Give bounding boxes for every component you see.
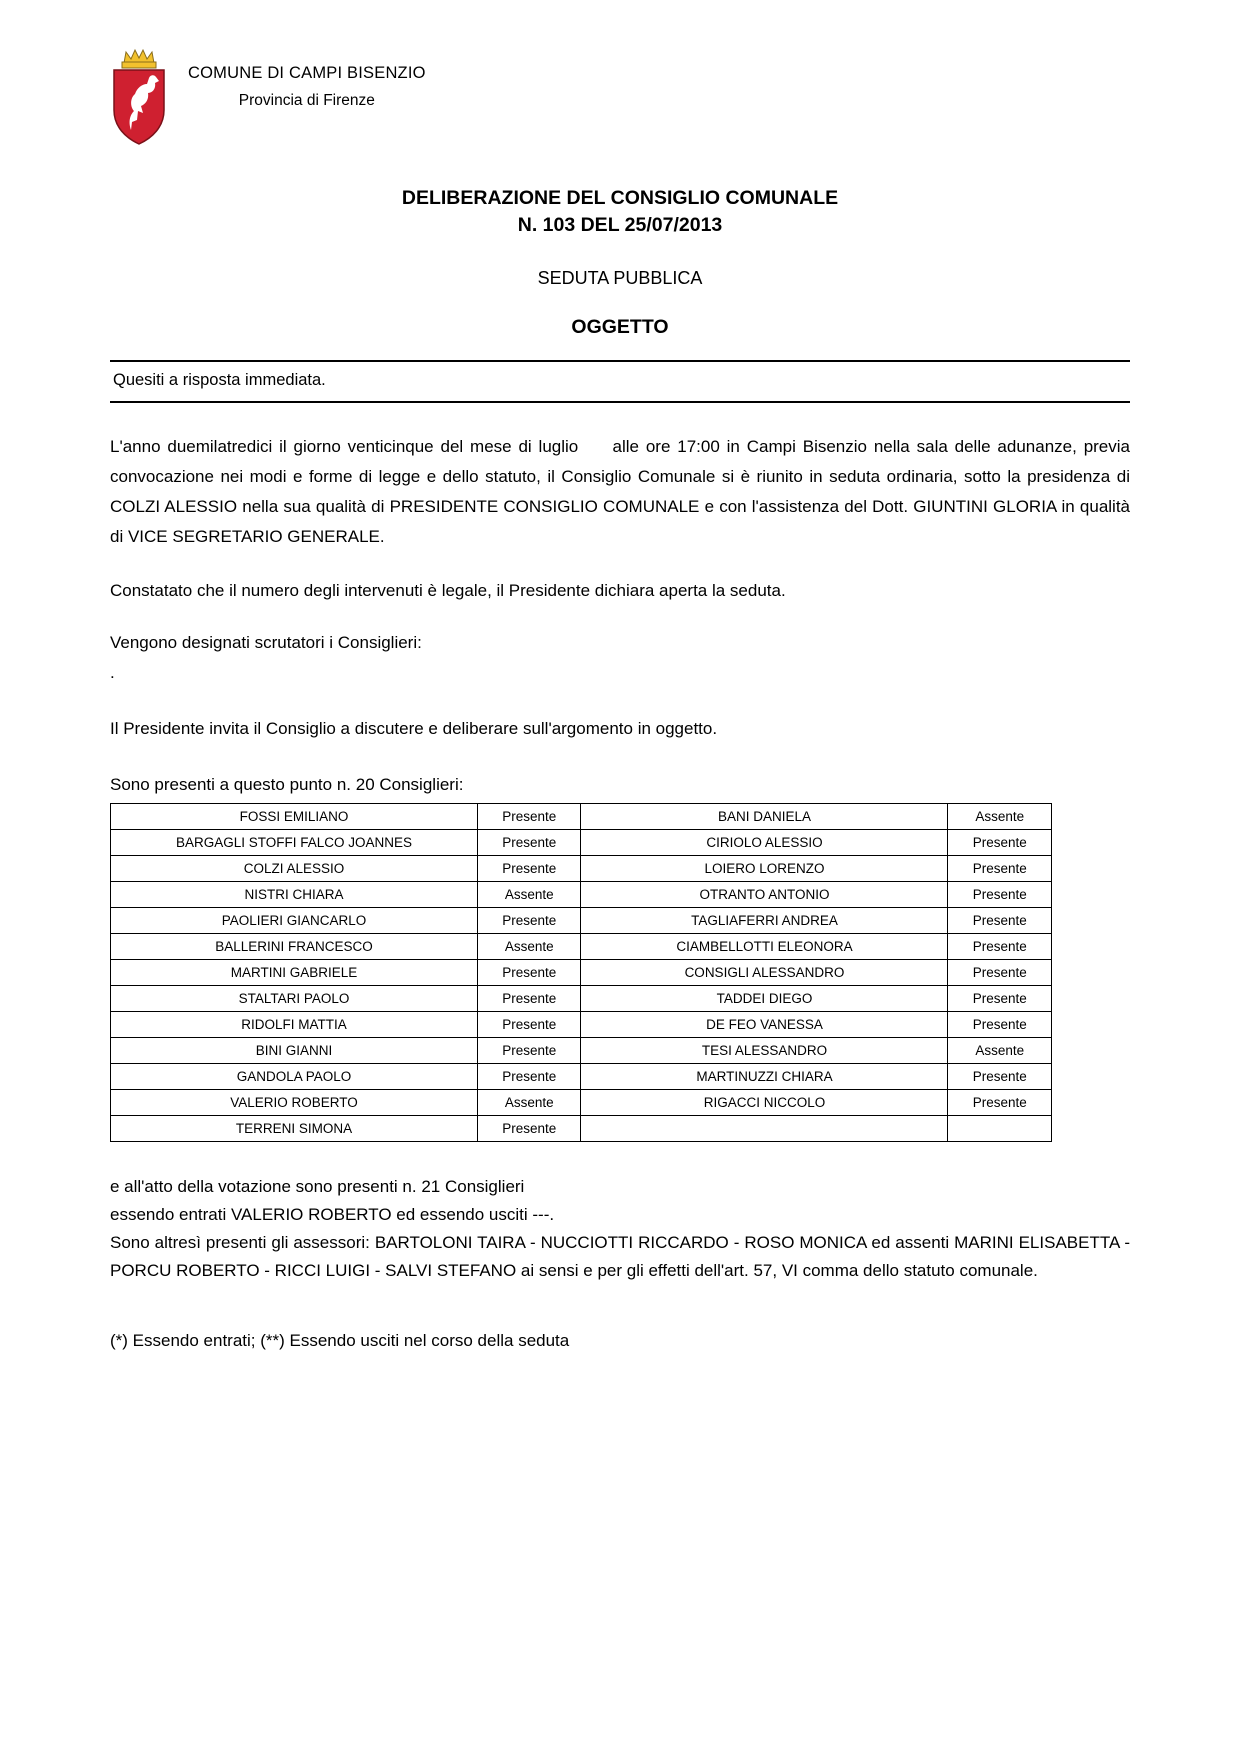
councilor-name-cell: BARGAGLI STOFFI FALCO JOANNES: [111, 830, 478, 856]
status-cell: Presente: [477, 1116, 581, 1142]
status-cell: Presente: [477, 986, 581, 1012]
councilor-name-cell: RIGACCI NICCOLO: [581, 1090, 948, 1116]
status-cell: Presente: [948, 882, 1052, 908]
table-row: [111, 856, 1052, 882]
attendance-table: [110, 803, 1052, 1142]
councilor-name-cell: BALLERINI FRANCESCO: [111, 934, 478, 960]
councilor-name-cell: OTRANTO ANTONIO: [581, 882, 948, 908]
table-row: [111, 934, 1052, 960]
scrutineers-paragraph: [110, 628, 1130, 688]
status-cell: Presente: [948, 830, 1052, 856]
status-cell: Presente: [477, 804, 581, 830]
status-cell: Presente: [477, 960, 581, 986]
coat-of-arms-icon: [110, 48, 168, 146]
table-row: [111, 1090, 1052, 1116]
status-cell: Presente: [948, 960, 1052, 986]
councilor-name-cell: RIDOLFI MATTIA: [111, 1012, 478, 1038]
status-cell: Presente: [477, 856, 581, 882]
deliberation-number: N. 103 DEL 25/07/2013: [517, 214, 723, 236]
table-row: [111, 1116, 1052, 1142]
councilor-name-cell: MARTINI GABRIELE: [111, 960, 478, 986]
status-cell: Presente: [948, 1064, 1052, 1090]
councilor-name-cell: LOIERO LORENZO: [581, 856, 948, 882]
councilor-name-cell: FOSSI EMILIANO: [111, 804, 478, 830]
attendance-table-body: [111, 804, 1052, 1142]
quorum-paragraph: Constatato che il numero degli intervenuti è legale, il Presidente dichiara aperta la seduta.: [110, 581, 786, 600]
assessors-line: Sono altresì presenti gli assessori: BARTOLONI TAIRA - NUCCIOTTI RICCARDO - ROSO MONICA ed assenti MARINI ELISABETTA - PORCU ROBERTO - RICCI LUIGI - SALVI STEFANO ai sensi e per gli effetti dell'art. 57, VI comma dello statuto comunale.: [110, 1233, 1130, 1280]
councilor-name-cell: MARTINUZZI CHIARA: [581, 1064, 948, 1090]
status-cell: [948, 1116, 1052, 1142]
councilor-name-cell: CIRIOLO ALESSIO: [581, 830, 948, 856]
voting-present-line: e all'atto della votazione sono presenti n. 21 Consiglieri: [110, 1177, 525, 1196]
councilor-name-cell: TESI ALESSANDRO: [581, 1038, 948, 1064]
invitation-paragraph: Il Presidente invita il Consiglio a discutere e deliberare sull'argomento in oggetto.: [110, 719, 718, 738]
councilor-name-cell: GANDOLA PAOLO: [111, 1064, 478, 1090]
councilor-name-cell: TAGLIAFERRI ANDREA: [581, 908, 948, 934]
table-row: [111, 804, 1052, 830]
status-cell: Presente: [948, 856, 1052, 882]
divider-bottom: [110, 401, 1130, 403]
status-cell: Presente: [477, 1012, 581, 1038]
councilor-name-cell: CIAMBELLOTTI ELEONORA: [581, 934, 948, 960]
status-cell: Presente: [477, 1038, 581, 1064]
table-row: [111, 986, 1052, 1012]
councilor-name-cell: BINI GIANNI: [111, 1038, 478, 1064]
status-cell: Presente: [477, 830, 581, 856]
table-row: [111, 882, 1052, 908]
status-cell: Presente: [948, 1090, 1052, 1116]
opening-paragraph: L'anno duemilatredici il giorno venticinque del mese di luglio alle ore 17:00 in Campi Bisenzio nella sala delle adunanze, previa convocazione nei modi e forme di legge e dello statuto, il Consiglio Comunale si è riunito in seduta ordinaria, sotto la presidenza di COLZI ALESSIO nella sua qualità di PRESIDENTE CONSIGLIO COMUNALE e con l'assistenza del Dott. GIUNTINI GLORIA in qualità di VICE SEGRETARIO GENERALE.: [110, 437, 1130, 546]
councilor-name-cell: NISTRI CHIARA: [111, 882, 478, 908]
session-type: SEDUTA PUBBLICA: [537, 268, 703, 288]
scrutineers-dot: .: [110, 663, 115, 682]
crown-icon: [122, 50, 156, 68]
councilor-name-cell: CONSIGLI ALESSANDRO: [581, 960, 948, 986]
object-label: OGGETTO: [571, 316, 669, 338]
status-cell: Assente: [477, 882, 581, 908]
coat-of-arms: [110, 48, 168, 151]
table-row: [111, 1012, 1052, 1038]
status-cell: Presente: [948, 1012, 1052, 1038]
councilor-name-cell: COLZI ALESSIO: [111, 856, 478, 882]
document-header: [110, 48, 1130, 151]
voting-summary: [110, 1173, 1130, 1285]
councilor-name-cell: PAOLIERI GIANCARLO: [111, 908, 478, 934]
status-cell: Presente: [948, 934, 1052, 960]
councilor-name-cell: STALTARI PAOLO: [111, 986, 478, 1012]
status-cell: Presente: [948, 908, 1052, 934]
table-row: [111, 1064, 1052, 1090]
status-cell: Presente: [477, 1064, 581, 1090]
scrutineers-text: Vengono designati scrutatori i Consiglieri:: [110, 633, 422, 652]
table-row: [111, 908, 1052, 934]
title-block: [110, 185, 1130, 239]
table-row: [111, 1038, 1052, 1064]
footnote: (*) Essendo entrati; (**) Essendo usciti nel corso della seduta: [110, 1331, 570, 1350]
councilor-name-cell: TADDEI DIEGO: [581, 986, 948, 1012]
table-row: [111, 960, 1052, 986]
deliberation-title: DELIBERAZIONE DEL CONSIGLIO COMUNALE: [401, 187, 839, 209]
municipality-name: COMUNE DI CAMPI BISENZIO: [188, 64, 426, 82]
councilor-name-cell: TERRENI SIMONA: [111, 1116, 478, 1142]
present-count-line: Sono presenti a questo punto n. 20 Consiglieri:: [110, 775, 464, 794]
table-row: [111, 830, 1052, 856]
status-cell: Assente: [948, 1038, 1052, 1064]
status-cell: Presente: [948, 986, 1052, 1012]
status-cell: Assente: [477, 1090, 581, 1116]
status-cell: Assente: [948, 804, 1052, 830]
header-text: [188, 64, 426, 110]
councilor-name-cell: [581, 1116, 948, 1142]
councilor-name-cell: BANI DANIELA: [581, 804, 948, 830]
status-cell: Assente: [477, 934, 581, 960]
status-cell: Presente: [477, 908, 581, 934]
object-text: Quesiti a risposta immediata.: [113, 371, 326, 389]
province-name: Provincia di Firenze: [238, 92, 375, 109]
councilor-name-cell: VALERIO ROBERTO: [111, 1090, 478, 1116]
entered-exited-line: essendo entrati VALERIO ROBERTO ed essendo usciti ---.: [110, 1205, 555, 1224]
councilor-name-cell: DE FEO VANESSA: [581, 1012, 948, 1038]
